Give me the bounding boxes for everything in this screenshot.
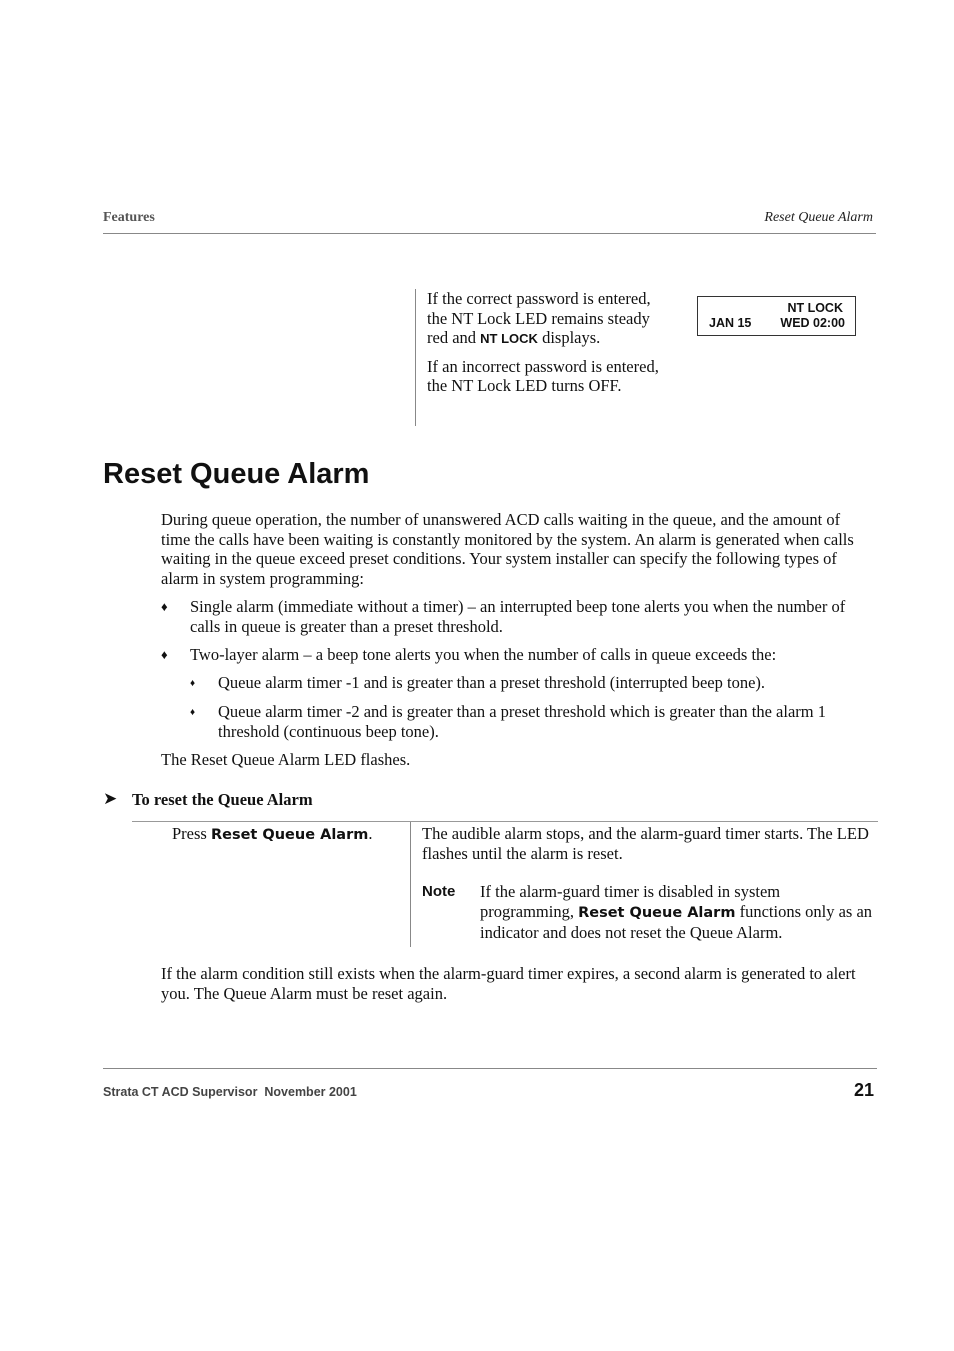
footer-rule: [103, 1068, 877, 1069]
nt-lock-correct-paragraph: If the correct password is entered, the NT Lock LED remains steady red and NT LOCK displays.: [427, 289, 651, 347]
note-text: If the alarm-guard timer is disabled in system programming, Reset Queue Alarm functions only as an indicator and does not reset the Queue Alarm.: [480, 882, 873, 942]
sub-bullet-item: [190, 702, 873, 742]
procedure-title: To reset the Queue Alarm: [132, 790, 313, 809]
page-number: 21: [853, 1080, 874, 1100]
diamond-bullet-icon: ♦: [190, 678, 196, 689]
nt-lock-code: NT LOCK: [480, 331, 538, 346]
sub-bullet-text: Queue alarm timer -1 and is greater than a preset threshold (interrupted beep tone).: [218, 673, 766, 692]
sub-bullet-text: Queue alarm timer -2 and is greater than a preset threshold which is greater than the alarm 1 threshold (continuous beep tone).: [218, 702, 826, 741]
section-title: Reset Queue Alarm: [103, 458, 370, 490]
sub-bullet-item: [190, 673, 873, 693]
reset-queue-alarm-button-name: Reset Queue Alarm: [210, 827, 369, 843]
step-result: The audible alarm stops, and the alarm-guard timer starts. The LED flashes until the alarm is reset.: [422, 824, 869, 863]
procedure-arrow-icon: ➤: [103, 789, 118, 808]
diamond-bullet-icon: ♦: [161, 647, 168, 662]
bullet-text: Single alarm (immediate without a timer) – an interrupted beep tone alerts you when the number of calls in queue is greater than a preset threshold.: [190, 597, 846, 636]
lcd-line-1: NT LOCK: [787, 301, 843, 315]
lcd-display: [697, 296, 856, 336]
lcd-date: JAN 15: [709, 316, 752, 330]
diamond-bullet-icon: ♦: [161, 599, 168, 614]
header-rule: [103, 233, 876, 234]
bullet-item: [161, 597, 873, 637]
lcd-day-time: WED 02:00: [780, 316, 845, 330]
note-label: Note: [422, 883, 456, 900]
step-table-rule: [132, 821, 878, 822]
diamond-bullet-icon: ♦: [190, 707, 196, 718]
running-head-topic: Reset Queue Alarm: [764, 210, 873, 225]
step-table-divider: [410, 822, 411, 947]
nt-lock-incorrect-paragraph: If an incorrect password is entered, the NT Lock LED turns OFF.: [427, 356, 659, 395]
closing-paragraph: If the alarm condition still exists when the alarm-guard timer expires, a second alarm is generated to alert you. The Queue Alarm must be reset again.: [161, 964, 856, 1003]
led-flash-note: The Reset Queue Alarm LED flashes.: [161, 750, 411, 769]
bullet-text: Two-layer alarm – a beep tone alerts you when the number of calls in queue exceeds the:: [190, 645, 777, 664]
intro-paragraph: During queue operation, the number of unanswered ACD calls waiting in the queue, and the amount of time the calls have been waiting is constantly monitored by the system. An alarm is generated when calls waiting in the queue exceed preset conditions. Your system installer can specify the following types of alarm in system programming:: [161, 510, 854, 588]
bullet-item: [161, 645, 873, 665]
reset-queue-alarm-button-name: Reset Queue Alarm: [578, 904, 736, 921]
step-action: Press Reset Queue Alarm.: [172, 824, 373, 843]
footer-document-title: Strata CT ACD Supervisor November 2001: [103, 1085, 357, 1099]
running-head-section: Features: [103, 210, 155, 225]
nt-lock-description: [415, 289, 672, 426]
